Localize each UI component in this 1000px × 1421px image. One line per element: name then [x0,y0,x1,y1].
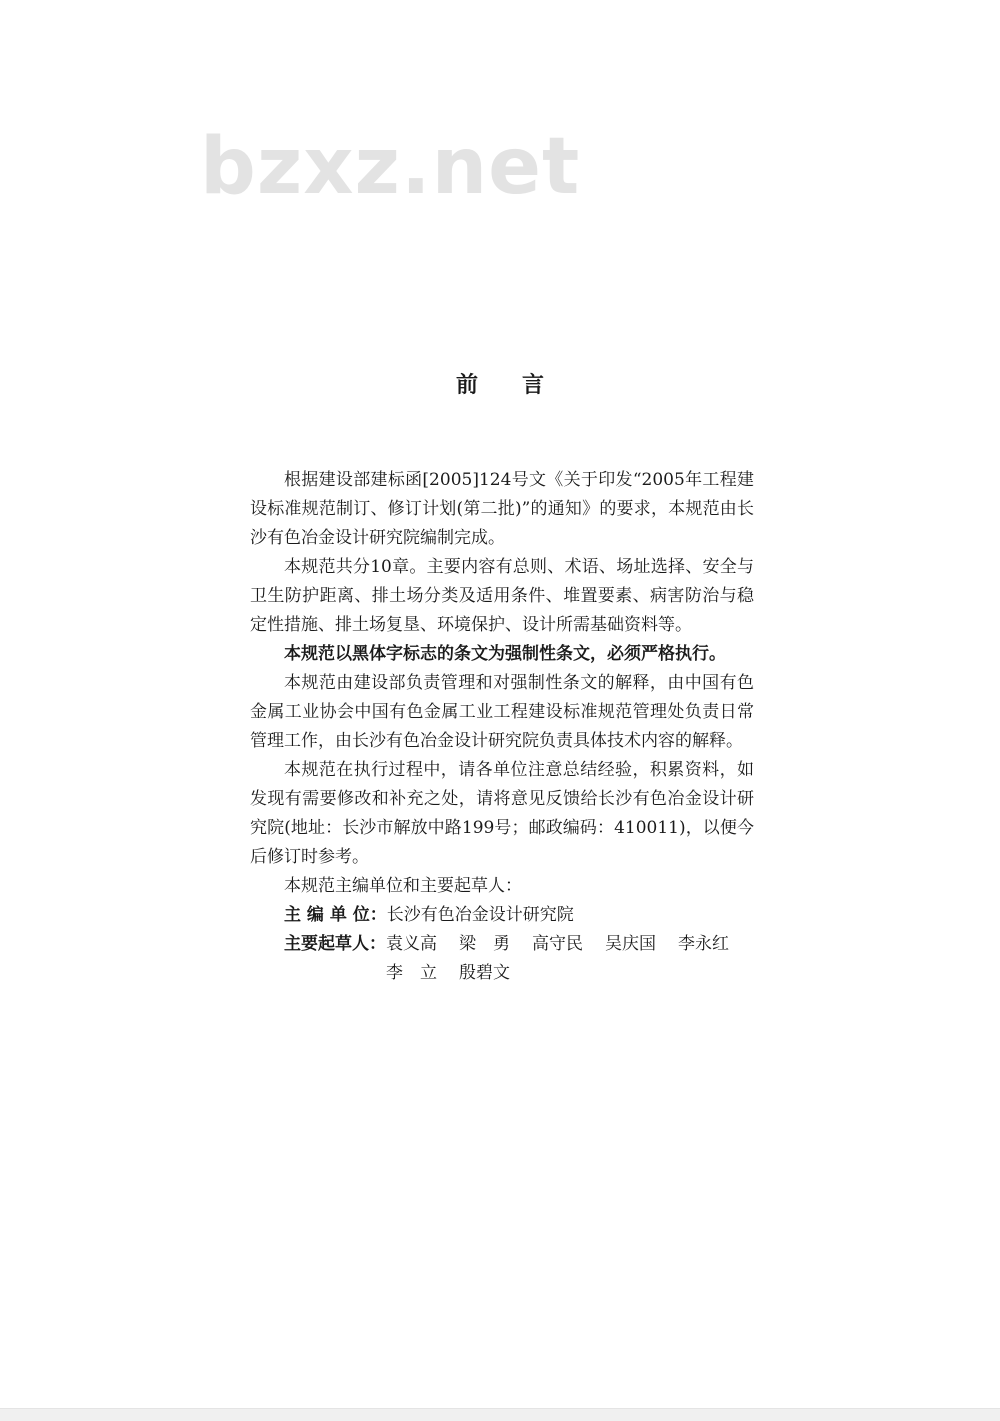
editor-label: 主 编 单 位： [284,905,387,925]
drafter-name: 梁 勇 [459,934,510,954]
page-bottom-edge [0,1408,1000,1421]
preface-body [250,466,754,988]
drafter-name: 高守民 [532,934,583,954]
editor-row [250,901,754,930]
drafters-label: 主要起草人： [284,934,386,954]
drafter-name: 李永红 [678,934,729,954]
paragraph-feedback: 本规范在执行过程中，请各单位注意总结经验，积累资料，如发现有需要修改和补充之处，请将意见反馈给长沙有色冶金设计研究院(地址：长沙市解放中路199号；邮政编码：410011)，以便今后修订时参考。 [250,760,754,867]
paragraph-credits-intro: 本规范主编单位和主要起草人： [284,876,522,896]
drafter-name: 殷碧文 [459,963,510,983]
paragraph-mandatory: 本规范以黑体字标志的条文为强制性条文，必须严格执行。 [284,644,726,664]
credits [250,901,754,988]
page-title: 前言 [455,372,588,398]
paragraph-management: 本规范由建设部负责管理和对强制性条文的解释，由中国有色金属工业协会中国有色金属工业工程建设标准规范管理处负责日常管理工作，由长沙有色冶金设计研究院负责具体技术内容的解释。 [250,673,754,751]
drafters-row [250,930,754,988]
editor-value: 长沙有色冶金设计研究院 [386,905,574,925]
drafter-name: 袁义高 [386,934,437,954]
drafter-name: 吴庆国 [605,934,656,954]
paragraph-contents: 本规范共分10章。主要内容有总则、术语、场址选择、安全与卫生防护距离、排土场分类及适用条件、堆置要素、病害防治与稳定性措施、排土场复垦、环境保护、设计所需基础资料等。 [250,557,754,635]
watermark: bzxz.net [200,122,581,212]
drafter-name: 李 立 [386,963,437,983]
paragraph-basis: 根据建设部建标函[2005]124号文《关于印发“2005年工程建设标准规范制订、修订计划(第二批)”的通知》的要求，本规范由长沙有色冶金设计研究院编制完成。 [250,470,754,548]
drafters-list [386,930,754,988]
